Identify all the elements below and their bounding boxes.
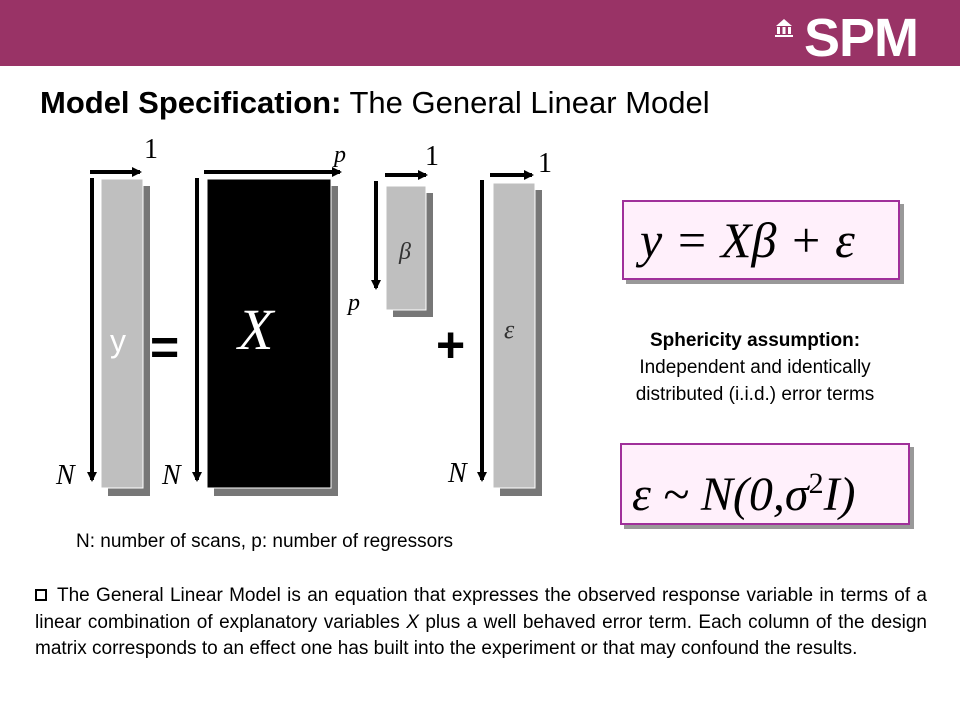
- sphericity-line1: Independent and identically: [639, 357, 871, 378]
- sphericity-text: [580, 327, 930, 408]
- glm-description: [35, 583, 927, 663]
- beta-inner-label: β: [399, 239, 411, 265]
- error-dist-prefix: ε ~ N(0,σ: [632, 468, 809, 521]
- beta-top-label: 1: [425, 141, 439, 172]
- y-column: [55, 134, 158, 496]
- eps-top-label: 1: [538, 148, 552, 179]
- title-rest: The General Linear Model: [349, 85, 710, 120]
- error-dist-sup: 2: [808, 467, 824, 500]
- beta-side-label: p: [348, 290, 360, 316]
- glm-description-part2: plus a well behaved error term. Each column of the design matrix corresponds to an effect one has built into the experiment or that may confound the results.: [35, 611, 927, 659]
- glm-description-part1: The General Linear Model is an equation that expresses the observed response variable in terms of a linear combination of explanatory variables: [35, 585, 927, 633]
- error-distribution-equation: [632, 457, 856, 522]
- sphericity-line2: distributed (i.i.d.) error terms: [635, 384, 875, 405]
- scans-regressors-caption: N: number of scans, p: number of regressors: [76, 531, 453, 552]
- sphericity-title: Sphericity assumption:: [649, 330, 861, 351]
- glm-equation-box: [622, 200, 900, 280]
- glm-equation: y = Xβ + ε: [640, 212, 855, 268]
- x-top-label: p: [334, 142, 346, 168]
- x-matrix: [161, 142, 346, 496]
- square-bullet-icon: [35, 589, 47, 601]
- x-inner-label: X: [238, 297, 274, 362]
- glm-description-italic: X: [406, 611, 419, 633]
- equals-sign: =: [150, 319, 180, 375]
- eps-inner-label: ε: [504, 315, 515, 344]
- error-distribution-box: [620, 443, 910, 525]
- y-side-label: N: [56, 460, 75, 491]
- x-side-label: N: [162, 460, 181, 491]
- plus-sign: +: [436, 317, 466, 373]
- error-dist-suffix: I): [823, 468, 856, 521]
- eps-side-label: N: [448, 458, 467, 489]
- title-bold: Model Specification:: [40, 85, 342, 120]
- y-top-label: 1: [144, 134, 158, 165]
- spm-logo: SPM: [804, 8, 919, 68]
- beta-column: [346, 141, 439, 317]
- y-inner-label: y: [110, 323, 126, 359]
